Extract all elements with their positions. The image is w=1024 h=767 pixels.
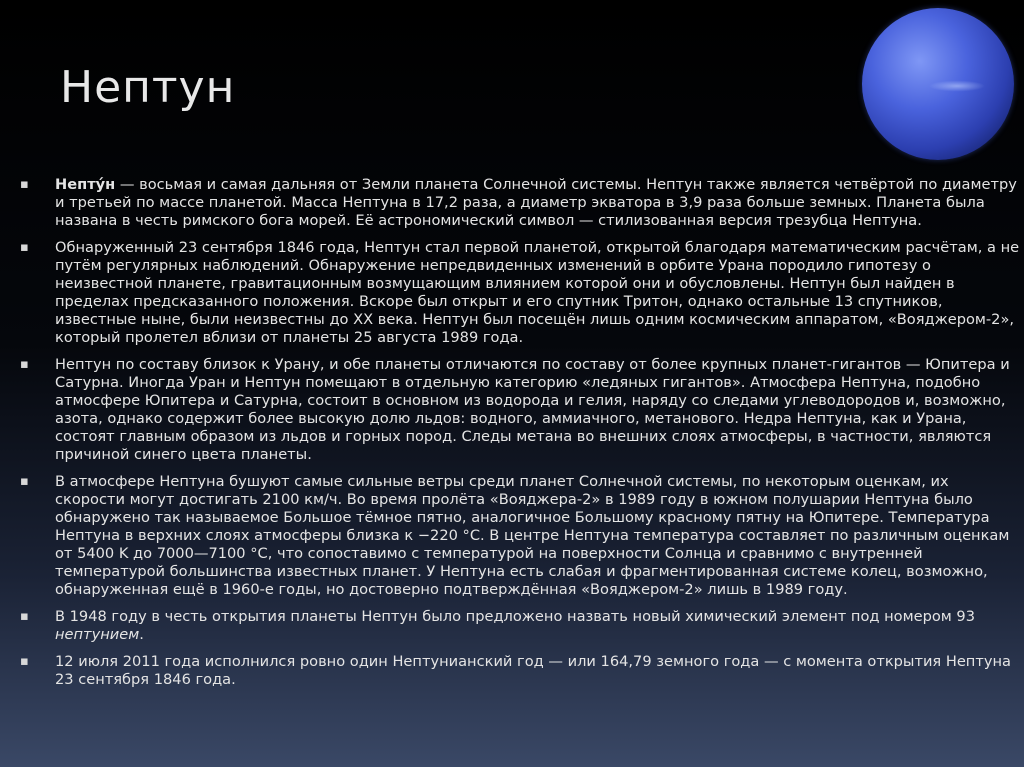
- term-neptunium: нептунием: [55, 626, 140, 643]
- bullet-item-5: [20, 608, 1020, 644]
- bullet-item-3: [20, 356, 1020, 464]
- bullet-text: Нептун по составу близок к Урану, и обе планеты отличаются по составу от более крупных планет-гигантов — Юпитера и Сатурна. Иногда Уран и Нептун помещают в отдельную категорию «ледяных гигантов». Атмосфера Нептуна, подобно атмосфере Юпитера и Сатурна, состоит в основном из водорода и гелия, наряду со следами углеводородов и, возможно, азота, однако содержит более высокую долю льдов: водного, аммиачного, метанового. Недра Нептуна, как и Урана, состоят главным образом из льдов и горных пород. Следы метана во внешних слоях атмосферы, в частности, являются причиной синего цвета планеты.: [55, 356, 1010, 463]
- bullet-item-2: [20, 239, 1020, 347]
- term-neptune: Непту́н: [55, 176, 116, 193]
- slide-title: Нептун: [60, 62, 236, 113]
- bullet-item-4: [20, 473, 1020, 599]
- bullet-text: В атмосфере Нептуна бушуют самые сильные ветры среди планет Солнечной системы, по некоторым оценкам, их скорости могут достигать 2100 км/ч. Во время пролёта «Вояджера-2» в 1989 году в южном полушарии Нептуна было обнаружено так называемое Большое тёмное пятно, аналогичное Большому красному пятну на Юпитере. Температура Нептуна в верхних слоях атмосферы близка к −220 °C. В центре Нептуна температура составляет по различным оценкам от 5400 K до 7000—7100 °C, что сопоставимо с температурой на поверхности Солнца и сравнимо с внутренней температурой большинства известных планет. У Нептуна есть слабая и фрагментированная системе колец, возможно, обнаруженная ещё в 1960-е годы, но достоверно подтверждённая «Вояджером-2» лишь в 1989 году.: [55, 473, 1010, 598]
- neptune-planet-image: [862, 8, 1014, 160]
- bullet-item-6: [20, 653, 1020, 689]
- bullet-text: 12 июля 2011 года исполнился ровно один Нептунианский год — или 164,79 земного года — с момента открытия Нептуна 23 сентября 1846 года.: [55, 653, 1011, 688]
- bullet-icon: ▪: [20, 177, 29, 192]
- bullet-text: Обнаруженный 23 сентября 1846 года, Нептун стал первой планетой, открытой благодаря математическим расчётам, а не путём регулярных наблюдений. Обнаружение непредвиденных изменений в орбите Урана породило гипотезу о неизвестной планете, гравитационным возмущающим влиянием которой они и обусловлены. Нептун был найден в пределах предсказанного положения. Вскоре был открыт и его спутник Тритон, однако остальные 13 спутников, известные ныне, были неизвестны до XX века. Нептун был посещён лишь одним космическим аппаратом, «Вояджером-2», который пролетел вблизи от планеты 25 августа 1989 года.: [55, 239, 1020, 346]
- bullet-text: — восьмая и самая дальняя от Земли планета Солнечной системы. Нептун также является четвёртой по диаметру и третьей по массе планетой. Масса Нептуна в 17,2 раза, а диаметр экватора в 3,9 раза больше земных. Планета была названа в честь римского бога морей. Её астрономический символ — стилизованная версия трезубца Нептуна.: [55, 176, 1017, 229]
- bullet-text-tail: .: [139, 626, 144, 643]
- bullet-icon: ▪: [20, 240, 29, 255]
- bullet-list: [20, 176, 1020, 698]
- bullet-icon: ▪: [20, 609, 29, 624]
- bullet-icon: ▪: [20, 654, 29, 669]
- bullet-icon: ▪: [20, 474, 29, 489]
- bullet-item-1: [20, 176, 1020, 230]
- bullet-icon: ▪: [20, 357, 29, 372]
- bullet-text: В 1948 году в честь открытия планеты Нептун было предложено назвать новый химический элемент под номером 93: [55, 608, 975, 625]
